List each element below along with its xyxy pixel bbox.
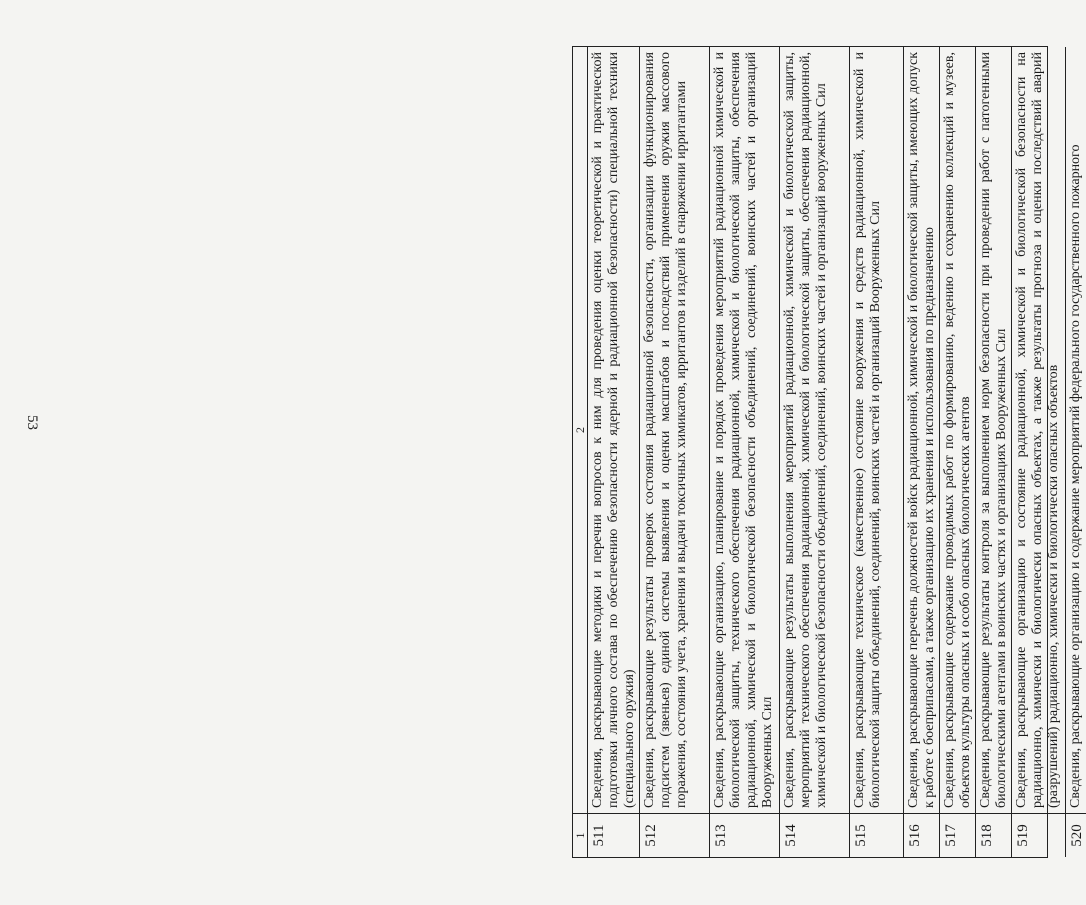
row-number: 512: [640, 813, 709, 857]
table-row: [1066, 47, 1086, 857]
row-text: Сведения, раскрывающие результаты проверок состояния радиационной безопасности, организации функционирования подсистем (звеньев) единой системы выявления и оценки масштабов и последствий применения оружия массового поражения, состояния учета, хранения и выдачи токсичных химикатов, ирритантов и изделий в снаряжении ирритантами: [642, 52, 689, 808]
table-row: [1012, 47, 1066, 857]
row-number: 513: [710, 813, 779, 857]
row-number: 518: [976, 813, 1011, 857]
row-text: Сведения, раскрывающие техническое (качественное) состояние вооружения и средств радиационной, химической и биологической защиты объединений, соединений, воинских частей и организаций Вооруженных Сил: [852, 52, 883, 808]
table-row: [588, 47, 640, 857]
table-row: [850, 47, 904, 857]
row-text: Сведения, раскрывающие содержание проводимых работ по формированию, ведению и сохранению коллекций и музеев, объектов культуры опасных и особо опасных биологических агентов: [942, 52, 973, 808]
table-header-row: [573, 47, 588, 857]
row-text: Сведения, раскрывающие результаты выполнения мероприятий радиационной, химической и биологической защиты, мероприятий технического обеспечения радиационной, химической и биологической защиты, обеспечения радиационной, химической и биологической безопасности объединений, соединений, воинских частей и организаций вооруженных Сил: [782, 52, 829, 808]
row-number: 516: [904, 813, 939, 857]
row-number: 520: [1066, 813, 1086, 857]
header-col-number: 1: [573, 813, 587, 857]
row-number: 517: [940, 813, 975, 857]
row-number: 514: [780, 813, 849, 857]
row-text: Сведения, раскрывающие организацию, планирование и порядок проведения мероприятий радиационной химической и биологической защиты, технического обеспечения радиационной, химической и биологической защиты, обеспечения радиационной, химической и биологической безопасности объединений, соединений, воинских частей и организаций Вооруженных Сил: [712, 52, 775, 808]
table-row: [780, 47, 850, 857]
row-text: Сведения, раскрывающие результаты контроля за выполнением норм безопасности при проведении работ с патогенными биологическими агентами в воинских частях и организациях Вооруженных Сил: [978, 52, 1009, 808]
row-number: 519: [1012, 813, 1065, 857]
table-row: [976, 47, 1012, 857]
table-row: [904, 47, 940, 857]
row-text: Сведения, раскрывающие перечень должностей войск радиационной, химической и биологической защиты, имеющих допуск к работе с боеприпасами, а также организацию их хранения и использования по предназначению: [906, 52, 937, 808]
table-row: [640, 47, 710, 857]
row-number: 511: [588, 813, 639, 857]
header-col-text: 2: [573, 427, 587, 433]
table-row: [940, 47, 976, 857]
row-text: Сведения, раскрывающие организацию и состояние радиационной, химической и биологической безопасности на радиационно, химически и биологически опасных объектах, а также результаты прогноза и оценки последствий аварий (разрушений) радиационно, химически и биологически опасных объектов: [1014, 52, 1061, 808]
row-text: Сведения, раскрывающие методики и перечни вопросов к ним для проведения оценки теоретической и практической подготовки личного состава по обеспечению безопасности ядерной и радиационной безопасности) специальной техники (специального оружия): [590, 52, 637, 808]
document-table: [572, 46, 1085, 858]
row-text: Сведения, раскрывающие организацию и содержание мероприятий федерального государственного пожарного: [1068, 144, 1083, 808]
row-number: 515: [850, 813, 903, 857]
table-row: [710, 47, 780, 857]
page-number: 53: [24, 415, 40, 430]
